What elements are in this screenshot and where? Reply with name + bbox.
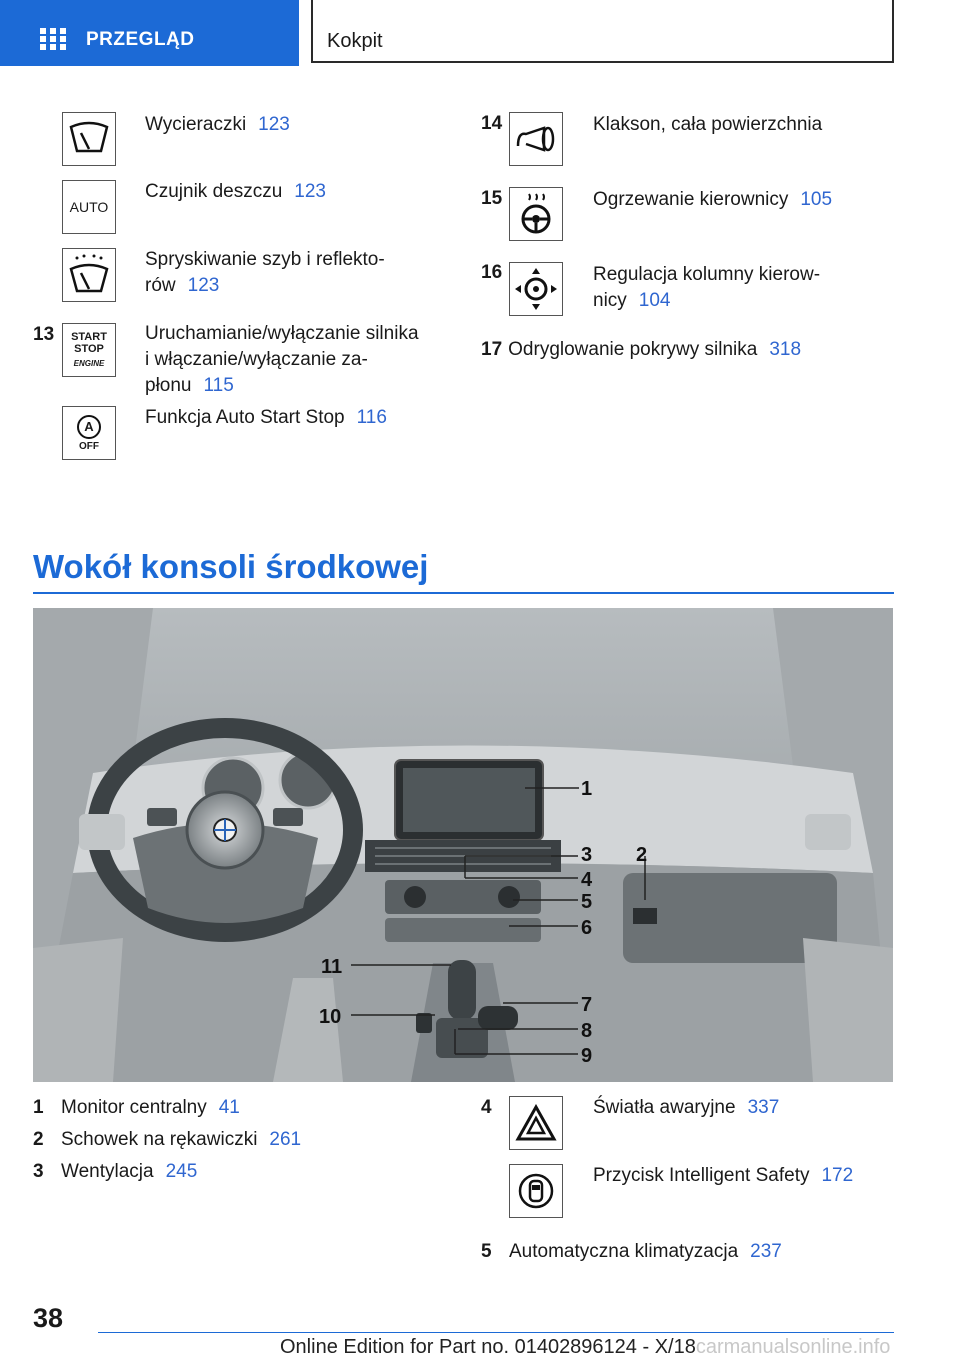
- page-ref-link[interactable]: 41: [218, 1097, 240, 1118]
- page-number: 38: [33, 1303, 64, 1333]
- page-ref-link[interactable]: 123: [258, 114, 290, 135]
- item-number: 16: [481, 262, 503, 283]
- steering-heating-icon: [509, 187, 563, 241]
- callout-label: 2: [636, 844, 648, 866]
- start-stop-engine-icon: START STOP ENGINE: [62, 323, 116, 377]
- item-number: 14: [481, 113, 503, 134]
- wiper-icon: [62, 112, 116, 166]
- callout-label: 8: [581, 1020, 593, 1042]
- page-ref-link[interactable]: 123: [294, 181, 326, 202]
- watermark: carmanualsonline.info: [695, 1336, 891, 1358]
- page-ref-link[interactable]: 261: [269, 1129, 302, 1150]
- list-item: Przycisk Intelligent Safety 172: [593, 1165, 854, 1186]
- page-ref-link[interactable]: 337: [747, 1097, 780, 1118]
- page-ref-link[interactable]: 318: [769, 339, 802, 360]
- page-ref-link[interactable]: 104: [638, 290, 671, 311]
- page-ref-link[interactable]: 237: [750, 1241, 782, 1262]
- callout-label: 1: [581, 778, 593, 800]
- section-title: Wokół konsoli środkowej: [33, 548, 429, 585]
- grid-menu-icon: [40, 28, 66, 50]
- chapter-title: Kokpit: [327, 30, 383, 52]
- overview-tab-label: PRZEGLĄD: [86, 29, 195, 50]
- auto-start-stop-off-icon: A OFF: [62, 406, 116, 460]
- page-ref-link[interactable]: 116: [356, 407, 387, 428]
- hazard-warning-icon: [509, 1096, 563, 1150]
- overview-tab[interactable]: [0, 0, 299, 66]
- item-number: 4: [481, 1097, 492, 1118]
- intelligent-safety-icon: [509, 1164, 563, 1218]
- callout-label: 10: [319, 1006, 342, 1028]
- list-item: Klakson, cała powierzchnia: [593, 114, 823, 135]
- list-item: 3 Wentylacja 245: [33, 1161, 198, 1182]
- list-item: Funkcja Auto Start Stop 116: [145, 407, 387, 428]
- list-item: 17 Odryglowanie pokrywy silnika 318: [481, 339, 802, 360]
- page-ref-link[interactable]: 172: [821, 1165, 854, 1186]
- footer-edition: Online Edition for Part no. 01402896124 - X/18carmanualsonline.info: [280, 1336, 891, 1358]
- list-item: 1 Monitor centralny 41: [33, 1097, 240, 1118]
- list-item: Wycieraczki 123: [145, 114, 290, 135]
- horn-icon: [509, 112, 563, 166]
- list-item: Ogrzewanie kierownicy 105: [593, 189, 833, 210]
- steering-column-adjust-icon: [509, 262, 563, 316]
- section-divider: [33, 592, 894, 594]
- callout-label: 4: [581, 869, 593, 891]
- auto-rain-sensor-icon: AUTO: [62, 180, 116, 234]
- list-item: Światła awaryjne 337: [593, 1097, 780, 1118]
- page-ref-link[interactable]: 105: [800, 189, 833, 210]
- callout-label: 9: [581, 1045, 593, 1067]
- page-ref-link[interactable]: 245: [165, 1161, 198, 1182]
- list-item: 5 Automatyczna klimatyzacja 237: [481, 1241, 782, 1262]
- center-console-illustration: [33, 608, 893, 1082]
- list-item: 2 Schowek na rękawiczki 261: [33, 1129, 302, 1150]
- page-ref-link[interactable]: 123: [187, 275, 220, 296]
- list-item: Czujnik deszczu 123: [145, 181, 326, 202]
- callout-label: 5: [581, 891, 593, 913]
- washer-icon: [62, 248, 116, 302]
- callout-label: 6: [581, 917, 593, 939]
- chapter-header: [311, 0, 894, 63]
- item-number: 15: [481, 188, 503, 209]
- callout-label: 7: [581, 994, 593, 1016]
- list-item: Uruchamianie/wyłączanie silnika i włączanie/wyłączanie za- płonu 115: [145, 323, 419, 396]
- item-number: 13: [33, 324, 55, 345]
- page-ref-link[interactable]: 115: [203, 375, 234, 396]
- callout-label: 11: [321, 956, 343, 978]
- callout-label: 3: [581, 844, 593, 866]
- list-item: Spryskiwanie szyb i reflekto- rów 123: [145, 249, 385, 296]
- list-item: Regulacja kolumny kierow- nicy 104: [593, 264, 821, 311]
- footer-divider: [98, 1332, 894, 1333]
